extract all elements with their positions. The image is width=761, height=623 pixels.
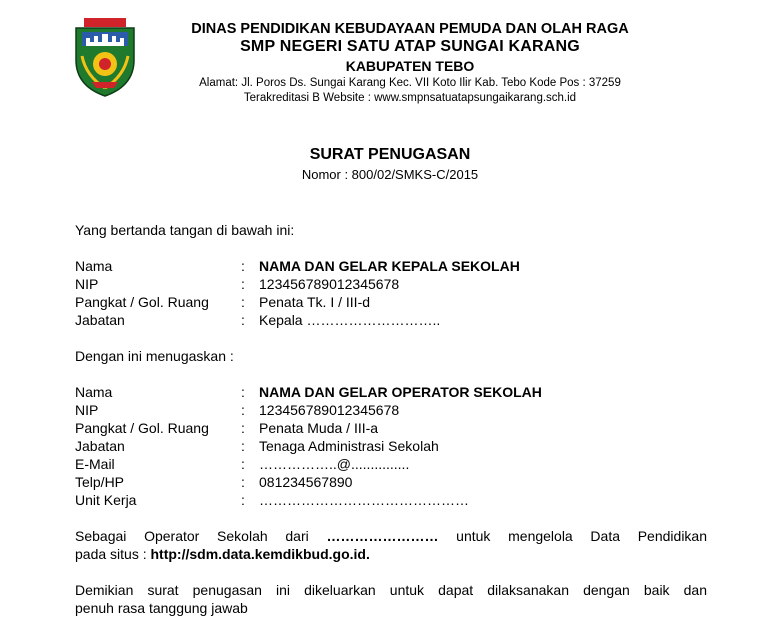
field-value: NAMA DAN GELAR OPERATOR SEKOLAH <box>259 384 542 400</box>
regency-name: KABUPATEN TEBO <box>345 58 475 74</box>
kabupaten-logo <box>72 16 138 98</box>
field-value: Penata Muda / III-a <box>259 420 379 436</box>
closing-paragraph <box>75 581 707 617</box>
assignee-row-jabatan <box>75 437 715 455</box>
site-url: http://sdm.data.kemdikbud.go.id. <box>150 546 370 562</box>
address-line: Alamat: Jl. Poros Ds. Sungai Karang Kec. VII Koto Ilir Kab. Tebo Kode Pos : 37259 <box>199 77 621 89</box>
field-separator: : <box>241 492 245 508</box>
letter-number: Nomor : 800/02/SMKS-C/2015 <box>301 167 479 182</box>
signer-row-jabatan <box>75 311 715 329</box>
field-separator: : <box>241 402 245 418</box>
text-segment: Sebagai Operator Sekolah dari <box>75 528 309 544</box>
signer-row-pangkat <box>75 293 715 311</box>
field-label: Pangkat / Gol. Ruang <box>75 294 209 310</box>
field-label: NIP <box>75 276 99 292</box>
field-label: Nama <box>75 384 113 400</box>
assign-intro-text: Dengan ini menugaskan : <box>75 348 234 364</box>
closing-line-2: penuh rasa tanggung jawab <box>75 600 248 616</box>
field-separator: : <box>241 312 245 328</box>
school-name: SMP NEGERI SATU ATAP SUNGAI KARANG <box>240 38 580 55</box>
assignee-row-nama <box>75 383 715 401</box>
letter-title: SURAT PENUGASAN <box>309 146 471 163</box>
field-value: Penata Tk. I / III-d <box>259 294 371 310</box>
assignment-line-2 <box>75 545 707 563</box>
field-value: 081234567890 <box>259 474 353 490</box>
field-value: ……………………………………… <box>259 492 469 508</box>
field-label: Jabatan <box>75 312 125 328</box>
text-segment: pada situs : <box>75 546 147 562</box>
field-value: 123456789012345678 <box>259 276 400 292</box>
field-separator: : <box>241 294 245 310</box>
assignee-row-email <box>75 455 715 473</box>
field-separator: : <box>241 456 245 472</box>
assignee-row-telp <box>75 473 715 491</box>
letterhead <box>160 20 660 106</box>
agency-name: DINAS PENDIDIKAN KEBUDAYAAN PEMUDA DAN OLAH RAGA <box>191 21 629 37</box>
field-separator: : <box>241 474 245 490</box>
field-value: NAMA DAN GELAR KEPALA SEKOLAH <box>259 258 520 274</box>
field-separator: : <box>241 384 245 400</box>
field-value: Kepala ……………………….. <box>259 312 441 328</box>
assignee-row-pangkat <box>75 419 715 437</box>
intro-text: Yang bertanda tangan di bawah ini: <box>75 222 295 238</box>
field-label: Telp/HP <box>75 474 125 490</box>
field-label: Nama <box>75 258 113 274</box>
accreditation-website-line: Terakreditasi B Website : www.smpnsatuatapsungaikarang.sch.id <box>243 92 577 104</box>
field-value: 123456789012345678 <box>259 402 400 418</box>
closing-line-1: Demikian surat penugasan ini dikeluarkan untuk dapat dilaksanakan dengan baik dan <box>75 582 707 598</box>
assignment-paragraph <box>75 527 707 563</box>
signer-row-nip <box>75 275 715 293</box>
field-separator: : <box>241 438 245 454</box>
assignment-line-1 <box>75 527 707 545</box>
text-segment: untuk mengelola Data Pendidikan <box>456 528 707 544</box>
field-separator: : <box>241 258 245 274</box>
field-label: Unit Kerja <box>75 492 137 508</box>
field-label: NIP <box>75 402 99 418</box>
assignee-row-unit-kerja <box>75 491 715 509</box>
emblem-icon <box>72 16 138 98</box>
field-label: Pangkat / Gol. Ruang <box>75 420 209 436</box>
signer-row-nama <box>75 257 715 275</box>
assignee-row-nip <box>75 401 715 419</box>
field-value: Tenaga Administrasi Sekolah <box>259 438 439 454</box>
field-label: E-Mail <box>75 456 115 472</box>
field-value: ……………..@............... <box>259 456 410 472</box>
field-separator: : <box>241 276 245 292</box>
field-separator: : <box>241 420 245 436</box>
field-label: Jabatan <box>75 438 125 454</box>
school-placeholder: …………………… <box>326 528 439 544</box>
